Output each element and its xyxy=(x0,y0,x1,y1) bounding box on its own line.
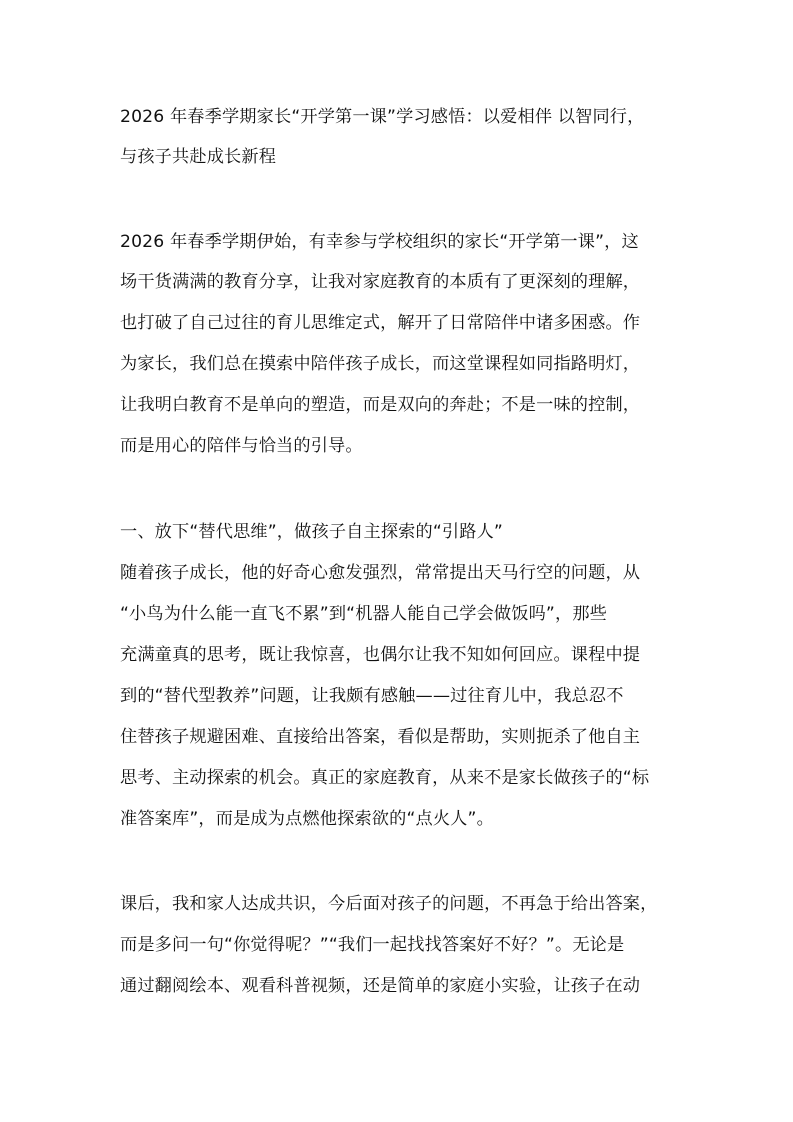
document-title-line-1: 2026 年春季学期家长“开学第一课”学习感悟：以爱相伴 以智同行， xyxy=(120,107,645,127)
intro-paragraph-line-2: 场干货满满的教育分享，让我对家庭教育的本质有了更深刻的理解， xyxy=(120,272,641,292)
section-paragraph-line-1: 随着孩子成长，他的好奇心愈发强烈，常常提出天马行空的问题，从 xyxy=(120,563,641,583)
intro-paragraph-line-6: 而是用心的陪伴与恰当的引导。 xyxy=(120,436,363,456)
after-class-paragraph-line-2: 而是多问一句“你觉得呢？”“我们一起找找答案好不好？”。无论是 xyxy=(120,935,625,955)
after-class-paragraph-line-3: 通过翻阅绘本、观看科普视频，还是简单的家庭小实验，让孩子在动 xyxy=(120,976,641,996)
intro-paragraph-line-3: 也打破了自己过往的育儿思维定式，解开了日常陪伴中诸多困惑。作 xyxy=(120,313,641,333)
section-paragraph-line-7: 准答案库”，而是成为点燃他探索欲的“点火人”。 xyxy=(120,809,494,829)
section-paragraph-line-4: 到的“替代型教养”问题，让我颇有感触——过往育儿中，我总忍不 xyxy=(120,686,624,706)
after-class-paragraph-line-1: 课后，我和家人达成共识，今后面对孩子的问题，不再急于给出答案， xyxy=(120,894,658,914)
document-title-line-2: 与孩子共赴成长新程 xyxy=(120,147,277,167)
section-paragraph-line-3: 充满童真的思考，既让我惊喜，也偶尔让我不知如何回应。课程中提 xyxy=(120,645,641,665)
intro-paragraph-line-5: 让我明白教育不是单向的塑造，而是双向的奔赴；不是一味的控制， xyxy=(120,395,641,415)
section-paragraph-line-6: 思考、主动探索的机会。真正的家庭教育，从来不是家长做孩子的“标 xyxy=(120,768,650,788)
section-paragraph-line-2: “小鸟为什么能一直飞不累”到“机器人能自己学会做饭吗”，那些 xyxy=(120,604,607,624)
section-paragraph-line-5: 住替孩子规避困难、直接给出答案，看似是帮助，实则扼杀了他自主 xyxy=(120,727,641,747)
intro-paragraph-line-4: 为家长，我们总在摸索中陪伴孩子成长，而这堂课程如同指路明灯， xyxy=(120,354,641,374)
section-heading: 一、放下“替代思维”，做孩子自主探索的“引路人” xyxy=(120,522,503,542)
intro-paragraph-line-1: 2026 年春季学期伊始，有幸参与学校组织的家长“开学第一课”，这 xyxy=(120,232,639,252)
